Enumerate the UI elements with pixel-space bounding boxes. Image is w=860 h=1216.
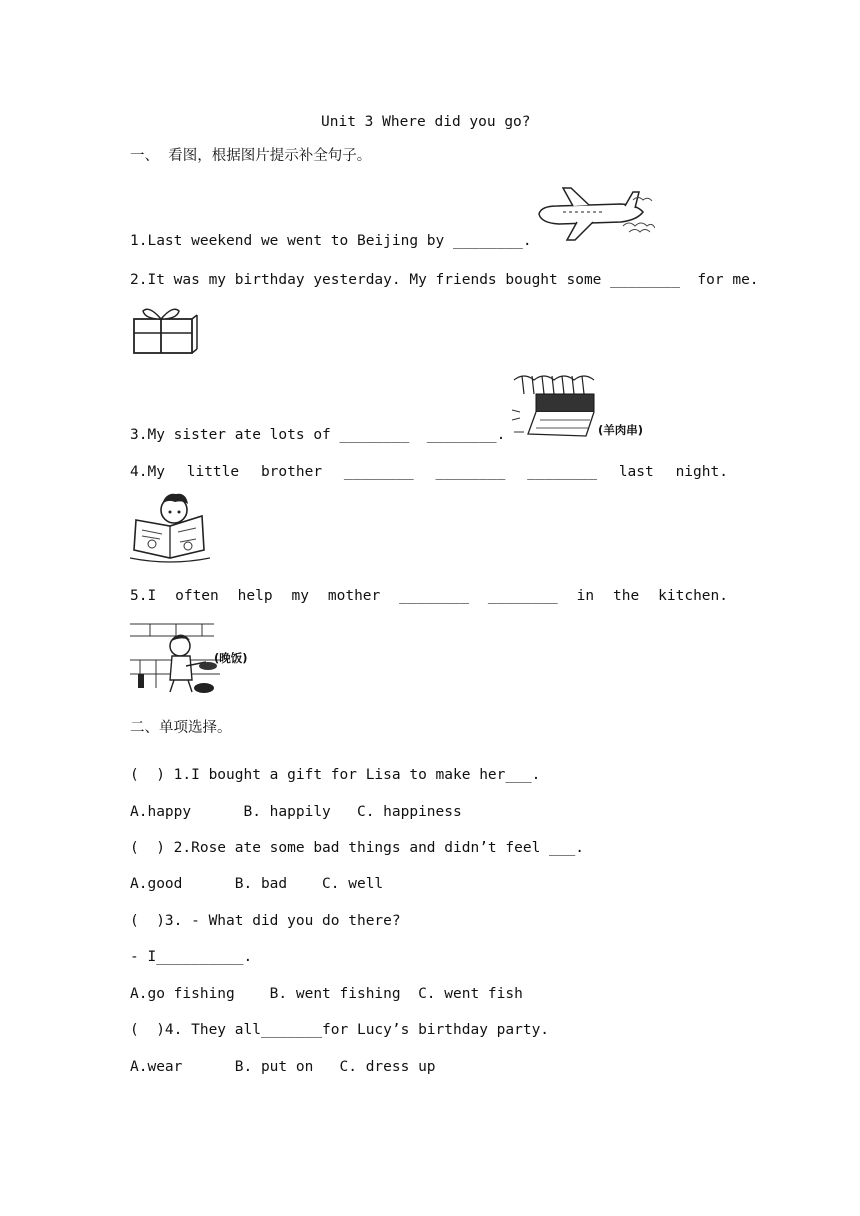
q4-word: night.	[675, 464, 728, 480]
q5-word: mother	[327, 588, 381, 604]
q4-word: 4.My	[130, 464, 165, 480]
boy-cooking-picture	[130, 616, 264, 696]
q4-word: brother	[260, 464, 323, 480]
q5-word: help	[237, 588, 273, 604]
choice-options-1: A.happy B. happily C. happiness	[130, 804, 462, 820]
q4-blank: ________	[435, 464, 506, 480]
choice-options-2: A.good B. bad C. well	[130, 876, 384, 892]
q5-word: the	[613, 588, 640, 604]
q4-word: little	[186, 464, 240, 480]
q4-blank: ________	[343, 464, 414, 480]
question-1: 1.Last weekend we went to Beijing by ________.	[130, 233, 532, 249]
choice-reply-3: - I__________.	[130, 949, 253, 965]
q5-word: 5.I	[130, 588, 157, 604]
dinner-caption: (晚饭)	[214, 651, 248, 665]
kebab-picture	[510, 370, 650, 442]
q5-blank: ________	[487, 588, 558, 604]
q4-word: last	[618, 464, 654, 480]
question-5	[130, 587, 728, 605]
choice-question-1: ( ) 1.I bought a gift for Lisa to make her___.	[130, 767, 541, 783]
question-2: 2.It was my birthday yesterday. My friends bought some ________ for me.	[130, 272, 759, 288]
question-3: 3.My sister ate lots of ________ ________.	[130, 427, 506, 443]
choice-question-2: ( ) 2.Rose ate some bad things and didn’t feel ___.	[130, 840, 584, 856]
page-title: Unit 3 Where did you go?	[321, 114, 531, 130]
kebab-caption: (羊肉串)	[598, 423, 644, 437]
gift-box-picture	[131, 303, 199, 357]
q5-blank: ________	[399, 588, 470, 604]
q5-word: often	[175, 588, 219, 604]
q5-word: in	[576, 588, 595, 604]
choice-question-4: ( )4. They all_______for Lucy’s birthday party.	[130, 1022, 550, 1038]
section-1-heading: 一、 看图，根据图片提示补全句子。	[130, 148, 372, 164]
section-2-heading: 二、单项选择。	[130, 720, 232, 736]
airplane-picture	[533, 186, 655, 244]
choice-question-3: ( )3. - What did you do there?	[130, 913, 401, 929]
q5-word: kitchen.	[658, 588, 728, 604]
q4-blank: ________	[527, 464, 598, 480]
boy-reading-picture	[130, 492, 210, 566]
choice-options-4: A.wear B. put on C. dress up	[130, 1059, 436, 1075]
question-4	[130, 463, 728, 481]
choice-options-3: A.go fishing B. went fishing C. went fish	[130, 986, 523, 1002]
q5-word: my	[291, 588, 309, 604]
